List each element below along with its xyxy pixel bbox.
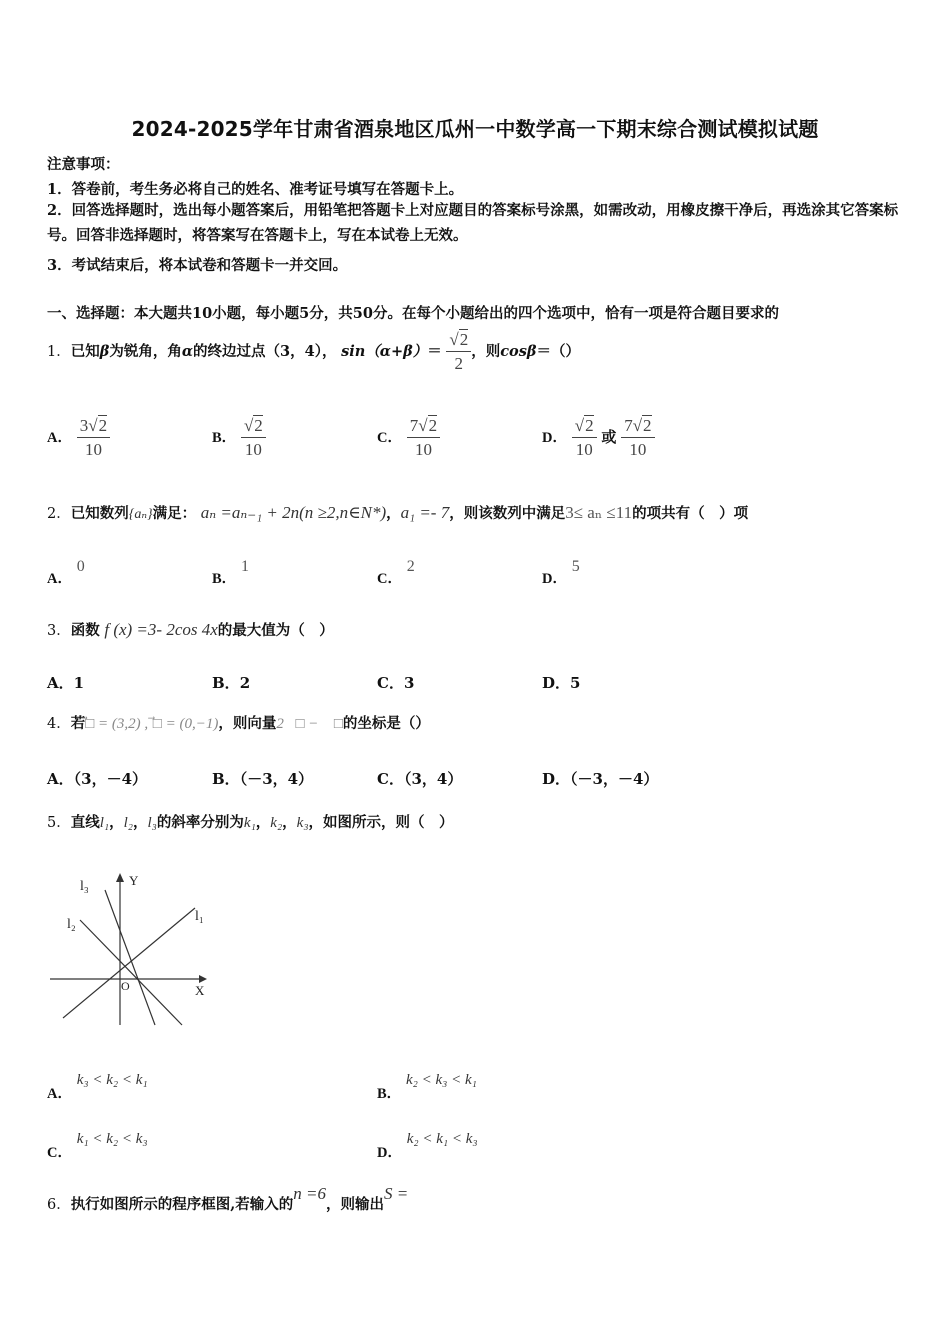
q2-option-c[interactable]: C． 2 xyxy=(377,558,415,587)
q2-option-d[interactable]: D． 5 xyxy=(542,558,580,587)
q1-option-d[interactable]: D． $\frac{√2}{10}$ 或 $\frac{7√2}{10}$ xyxy=(542,410,655,464)
q4-option-b[interactable]: B．（－3，4） xyxy=(212,770,314,788)
question-6: 6．执行如图所示的程序框图,若输入的n =6，则输出S = xyxy=(47,1184,409,1213)
x-axis-arrow xyxy=(199,975,207,983)
notice-item-3: 3．考试结束后，将本试卷和答题卡一并交回。 xyxy=(47,257,348,274)
q1-fraction: $\frac{√2}{2}$ xyxy=(446,329,471,376)
q1-option-b[interactable]: B． $\frac{√2}{10}$ xyxy=(212,410,266,464)
q4-option-c[interactable]: C．（3，4） xyxy=(377,770,463,788)
question-2: 2．已知数列{aₙ}满足： aₙ =aₙ₋₁ + 2n(n ≥2,n∈N*)，a₁ =- 7，则该数列中满足3≤ aₙ ≤11的项共有（ ）项 xyxy=(47,503,749,522)
notice-heading: 注意事项： xyxy=(47,156,120,173)
line-l1 xyxy=(63,908,195,1018)
q5-option-d[interactable]: D． k₂ < k₁ < k₃ xyxy=(377,1131,478,1161)
q3-option-b[interactable]: B．2 xyxy=(212,674,251,692)
q1-option-a[interactable]: A． $\frac{3√2}{10}$ xyxy=(47,410,110,464)
question-1: 1．已知β为锐角，角α的终边过点（3，4）， sin（α+β）＝ $\frac{√2}{2}$ ，则cosβ＝（） xyxy=(47,327,580,377)
q3-option-a[interactable]: A．1 xyxy=(47,674,85,692)
q5-option-a[interactable]: A． k₃ < k₂ < k₁ xyxy=(47,1072,148,1102)
question-3: 3．函数 f (x) =3- 2cos 4x的最大值为（ ） xyxy=(47,620,334,639)
notice-item-1: 1．答卷前，考生务必将自己的姓名、准考证号填写在答题卡上。 xyxy=(47,181,464,198)
question-5: 5．直线l₁，l₂，l₃的斜率分别为k₁，k₂，k₃，如图所示，则（ ） xyxy=(47,814,454,831)
section-heading: 一、选择题：本大题共10小题，每小题5分，共50分。在每个小题给出的四个选项中，恰有一项是符合题目要求的 xyxy=(47,305,779,322)
q3-option-d[interactable]: D．5 xyxy=(542,674,581,692)
label-l2: l₂ xyxy=(67,917,76,932)
q5-slope-graph xyxy=(45,865,220,1035)
q4-option-a[interactable]: A．（3，－4） xyxy=(47,770,148,788)
q2-option-a[interactable]: A． 0 xyxy=(47,558,85,587)
label-l1: l₁ xyxy=(195,909,204,924)
q5-option-c[interactable]: C． k₁ < k₂ < k₃ xyxy=(47,1131,148,1161)
q1-number: 1． xyxy=(47,344,71,360)
label-x: X xyxy=(195,983,205,998)
line-l2 xyxy=(80,920,182,1025)
label-l3: l₃ xyxy=(80,879,89,894)
notice-item-2: 2．回答选择题时，选出每小题答案后，用铅笔把答题卡上对应题目的答案标号涂黑，如需改动，用橡皮擦干净后，再选涂其它答案标号。回答非选择题时，将答案写在答题卡上，写在本试卷上无效。 xyxy=(47,202,899,244)
y-axis-arrow xyxy=(116,873,124,882)
question-4: 4．若⃗□ = (3,2) , ⃗□ = (0,−1)，则向量2⃗□ − ⃗□的坐标是（） xyxy=(47,715,430,732)
page-title: 2024-2025学年甘肃省酒泉地区瓜州一中数学高一下期末综合测试模拟试题 xyxy=(131,117,819,141)
q5-option-b[interactable]: B． k₂ < k₃ < k₁ xyxy=(377,1072,477,1102)
line-l3 xyxy=(105,890,155,1025)
label-origin: O xyxy=(121,979,130,993)
q4-option-d[interactable]: D．（－3，－4） xyxy=(542,770,659,788)
q1-option-c[interactable]: C． $\frac{7√2}{10}$ xyxy=(377,410,440,464)
label-y: Y xyxy=(129,873,139,888)
q2-option-b[interactable]: B． 1 xyxy=(212,558,249,587)
q3-option-c[interactable]: C．3 xyxy=(377,674,415,692)
